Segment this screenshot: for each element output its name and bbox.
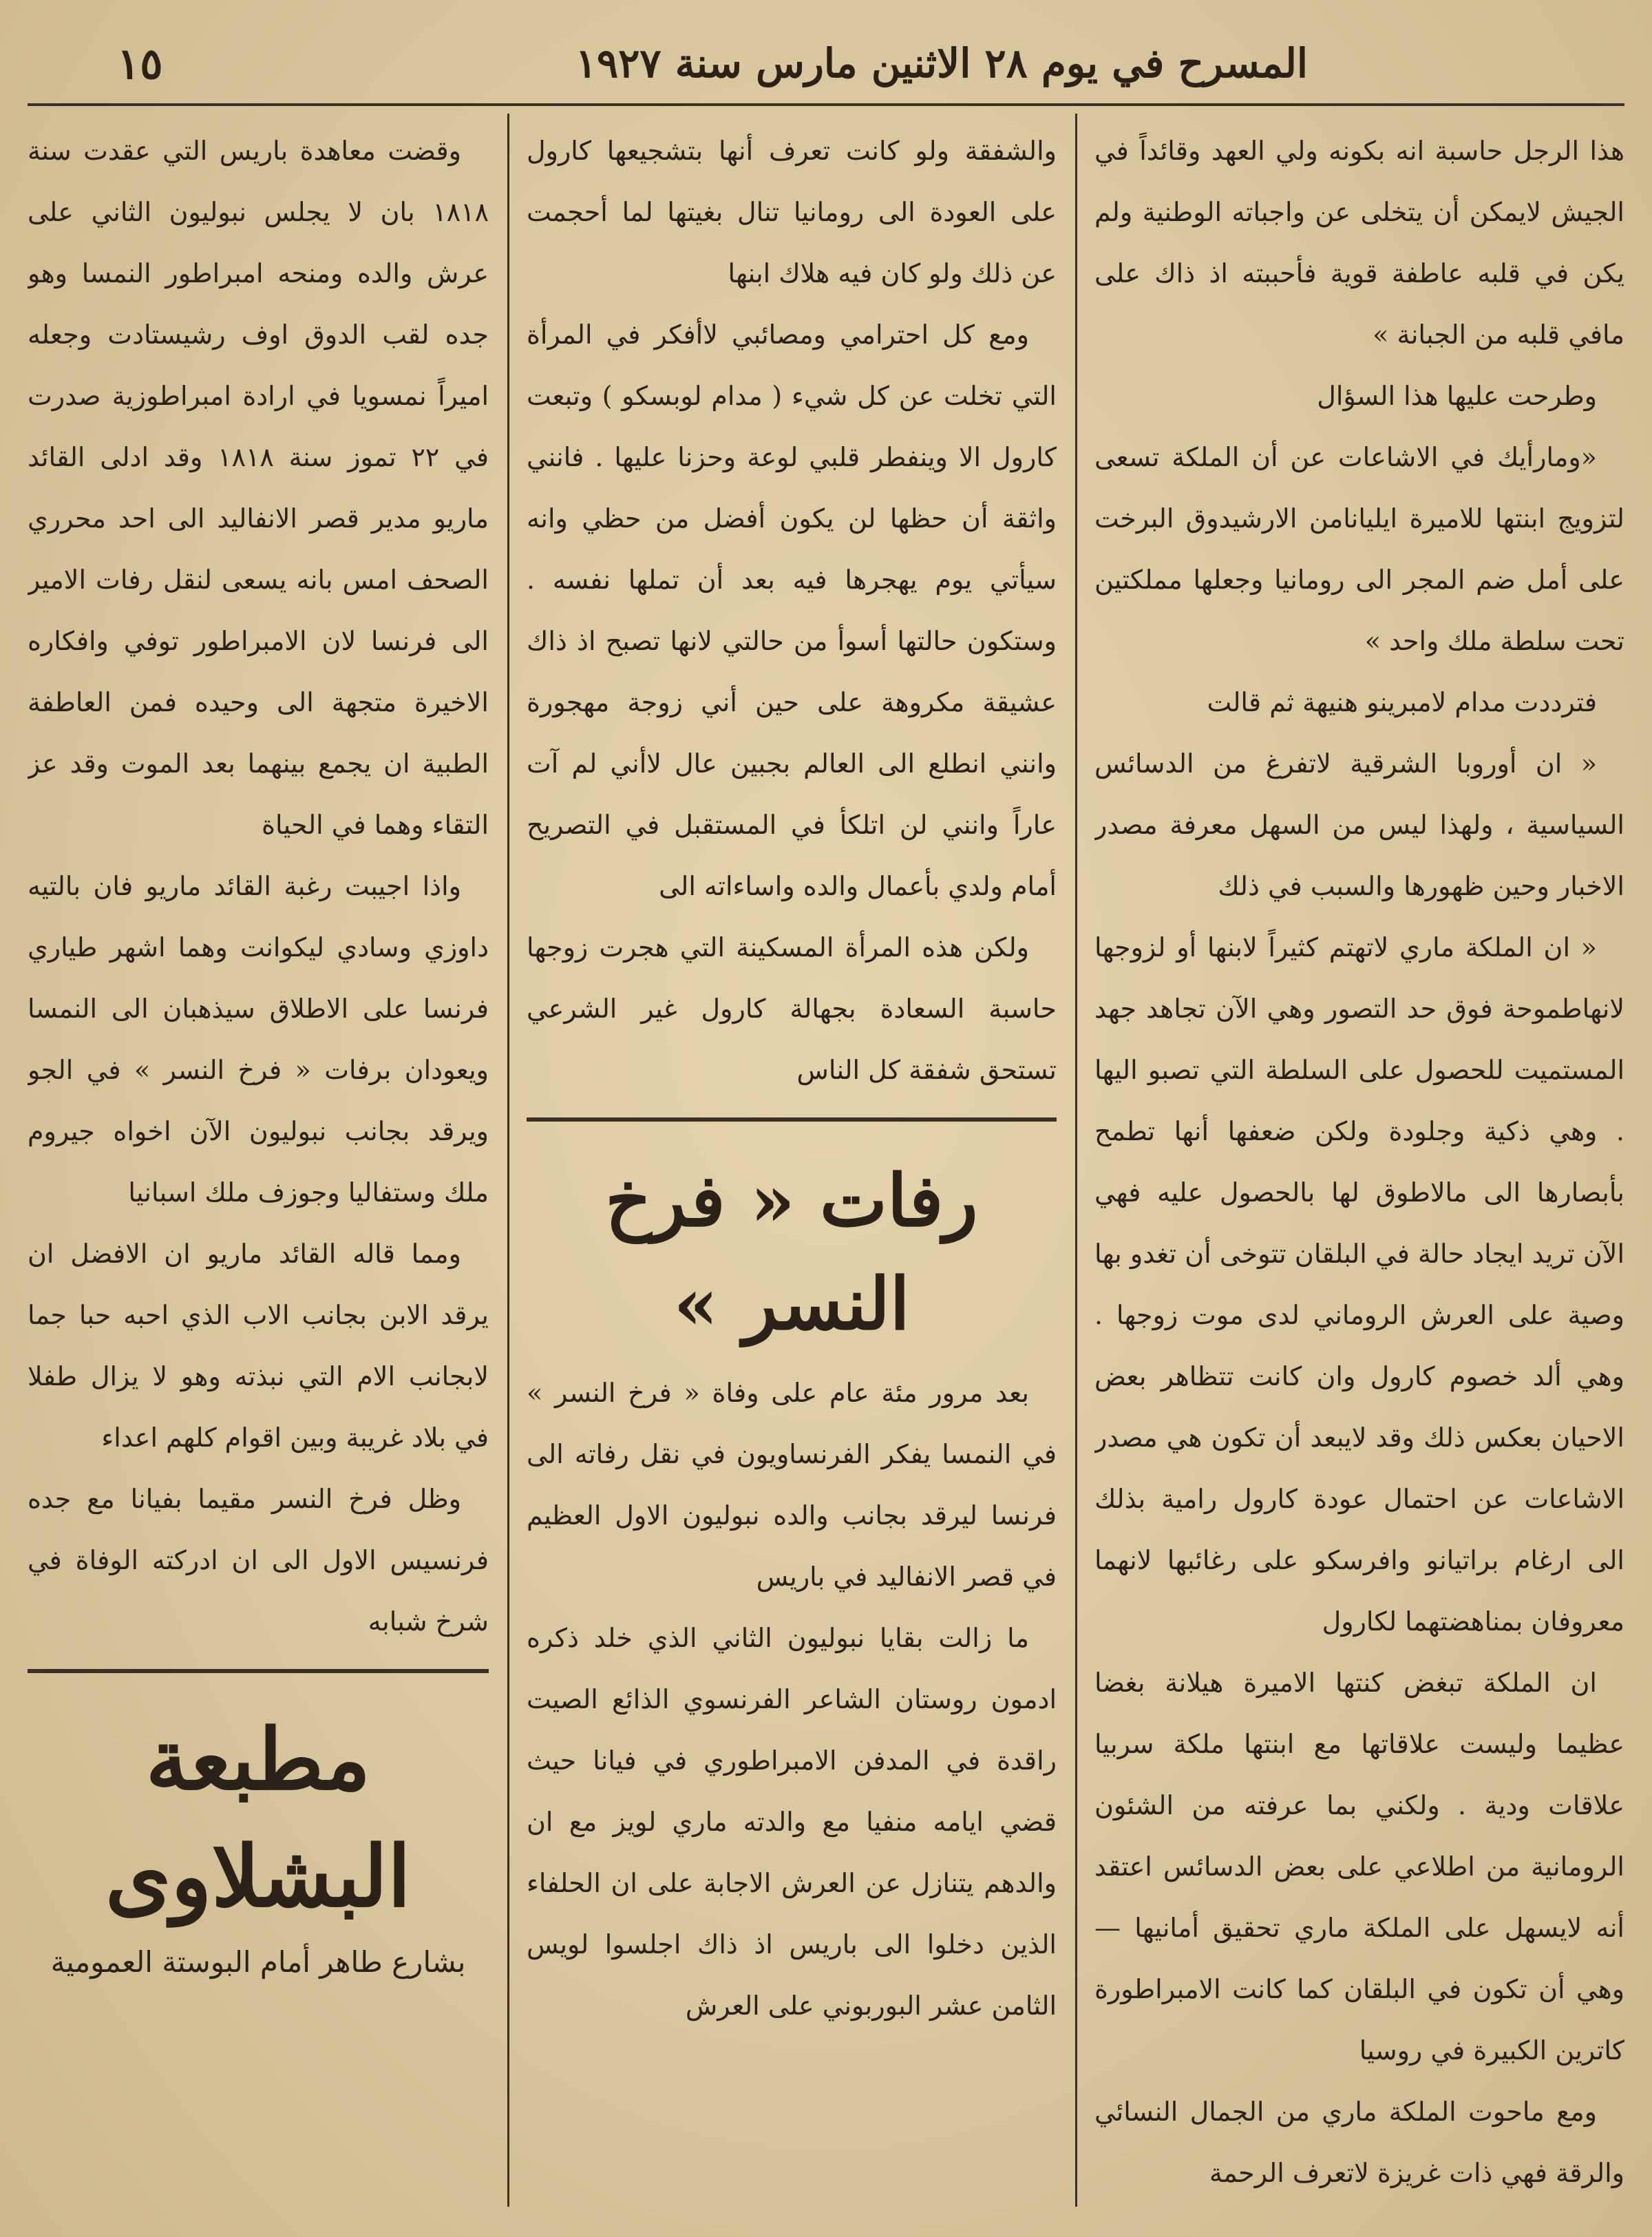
paragraph: وطرحت عليها هذا السؤال [1317,381,1597,411]
paragraph: والشفقة ولو كانت تعرف أنها بتشجيعها كارول على العودة الى رومانيا تنال بغيتها لما أحجمت عن ذلك ولو كان فيه هلاك ابنها [527,136,1057,288]
paragraph: بعد مرور مئة عام على وفاة « فرخ النسر » في النمسا يفكر الفرنساويون في نقل رفاته الى فرنسا ليرقد بجانب والده نبوليون الاول العظيم في قصر الانفاليد في باريس [527,1378,1057,1592]
paragraph: « ان أوروبا الشرقية لاتفرغ من الدسائس السياسية ، ولهذا ليس من السهل معرفة مصدر الاخبار وحين ظهورها والسبب في ذلك [1094,748,1624,901]
paragraph: ما زالت بقايا نبوليون الثاني الذي خلد ذكره ادمون روستان الشاعر الفرنسوي الذائع الصيت راقدة في المدفن الامبراطوري في فيانا حيث قضي ايامه منفيا مع والدته ماري لويز مع ان والدهم يتنازل عن العرش الاجابة على ان الحلفاء الذين دخلوا الى باريس اذ ذاك اجلسوا لويس الثامن عشر البوربوني على العرش [527,1623,1057,2021]
paragraph: ولكن هذه المرأة المسكينة التي هجرت زوجها حاسبة السعادة بجهالة كارول غير الشرعي تستحق شفقة كل الناس [527,932,1057,1085]
article-column-left [28,120,489,2200]
paragraph: ان الملكة تبغض كنتها الاميرة هيلانة بغضا عظيما وليست علاقاتها مع ابنتها ملكة سربيا علاقات ودية . ولكني بما عرفته من الشئون الرومانية من اطلاعي على بعض الدسائس اعتقد أنه لايسهل على الملكة ماري تحقيق أمانيها — وهي أن تكون في البلقان كما كانت الامبراطورة كاترين الكبيرة في روسيا [1094,1668,1624,2066]
section-divider [28,1669,489,1673]
section-title: رفات « فرخ النسر » [605,1158,978,1346]
paragraph: ومع ماحوت الملكة ماري من الجمال النسائي والرقة فهي ذات غريزة لاتعرف الرحمة [1094,2097,1624,2188]
column-divider [1075,114,1077,2207]
column-divider [507,114,509,2207]
paragraph: هذا الرجل حاسبة انه بكونه ولي العهد وقائداً في الجيش لايمكن أن يتخلى عن واجباته الوطنية ولم يكن في قلبه عاطفة قوية فأحببته اذ ذاك على مافي قلبه من الجبانة » [1094,136,1624,350]
press-address: بشارع طاهر أمام البوستة العمومية [50,1945,466,1979]
article-column-right [1094,120,1624,2200]
page-header [28,28,1624,106]
paragraph: «ومارأيك في الاشاعات عن أن الملكة تسعى لتزويج ابنتها للاميرة ايليانامن الارشيدوق البرخت على أمل ضم المجر الى رومانيا وجعلها مملكتين تحت سلطة ملك واحد » [1094,442,1624,656]
paragraph: وظل فرخ النسر مقيما بفيانا مع جده فرنسيس الاول الى ان ادركته الوفاة في شرخ شبابه [28,1484,489,1637]
paragraph: فترددت مدام لامبرينو هنيهة ثم قالت [1207,687,1597,717]
paragraph: وقضت معاهدة باريس التي عقدت سنة ١٨١٨ بان لا يجلس نبوليون الثاني على عرش والده ومنحه امبراطور النمسا وهو جده لقب الدوق اوف رشيستادت وجعله اميراً نمسويا في ارادة امبراطوزية صدرت في ٢٢ تموز سنة ١٨١٨ وقد ادلى القائد ماريو مدير قصر الانفاليد الى احد محرري الصحف امس بانه يسعى لنقل رفات الامير الى فرنسا لان الامبراطور توفي وافكاره الاخيرة متجهة الى وحيده فمن العاطفة الطبية ان يجمع بينهما بعد الموت وقد عز التقاء وهما في الحياة [28,136,489,840]
paragraph: ومما قاله القائد ماريو ان الافضل ان يرقد الابن بجانب الاب الذي احبه حبا جما لابجانب الام التي نبذته وهو لا يزال طفلا في بلاد غريبة وبين اقوام كلهم اعداء [28,1239,489,1453]
section-divider [527,1117,1057,1122]
paragraph: « ان الملكة ماري لاتهتم كثيراً لابنها أو لزوجها لانهاطموحة فوق حد التصور وهي الآن تجاهد جهد المستميت للحصول على السلطة التي تصبو اليها . وهي ذكية وجلودة ولكن ضعفها أنها تطمح بأبصارها الى مالاطوق لها بالحصول عليه فهي الآن تريد ايجاد حالة في البلقان تتوخى أن تغدو بها وصية على العرش الروماني لدى موت زوجها . وهي ألد خصوم كارول وان كانت تتظاهر بعض الاحيان بعكس ذلك وقد لايبعد أن تكون هي مصدر الاشاعات عن احتمال عودة كارول رامية بذلك الى ارغام براتيانو وافرسكو على رغائبها لانهما معروفان بمناهضتهما لكارول [1094,932,1624,1637]
page-header-title: المسرح في يوم ٢٨ الاثنين مارس سنة ١٩٢٧ [575,40,1308,87]
paragraph: ومع كل احترامي ومصائبي لاأفكر في المرأة التي تخلت عن كل شيء ( مدام لوبسكو ) وتبعت كارول الا وينفطر قلبي لوعة وحزنا عليها . فانني واثقة أن حظها لن يكون أفضل من حظي وانه سيأتي يوم يهجرها فيه بعد أن تملها نفسه . وستكون حالتها أسوأ من حالتي لانها تصبح اذ ذاك عشيقة مكروهة على حين أني زوجة مهجورة وانني انطلع الى العالم بجبين عال لاأني لم آت عاراً وانني لن اتلكأ في المستقبل في التصريح أمام ولدي بأعمال والده واساءاته الى [527,319,1057,901]
press-name: مطبعة البشلاوى [105,1710,411,1926]
page-number: ١٥ [117,39,163,89]
paragraph: واذا اجيبت رغبة القائد ماريو فان بالتيه داوزي وسادي ليكوانت وهما اشهر طياري فرنسا على الاطلاق سيذهبان الى النمسا ويعودان برفات « فرخ النسر » في الجو ويرقد بجانب نبوليون الآن اخواه جيروم ملك وستفاليا وجوزف ملك اسبانيا [28,871,489,1208]
article-column-middle [527,120,1057,2200]
